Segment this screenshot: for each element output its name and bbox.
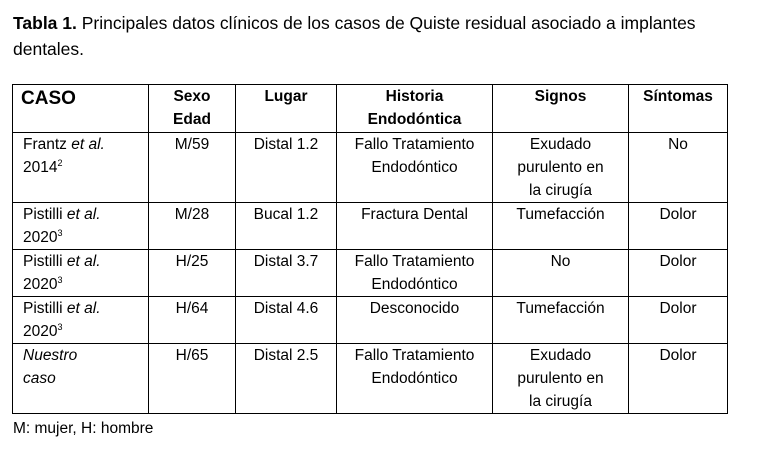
caso-author: Pistilli <box>23 300 67 317</box>
caso-cell <box>13 203 149 250</box>
sexo-edad-cell: H/65 <box>149 344 236 414</box>
caso-year: 2020 <box>23 229 58 246</box>
table-row <box>13 344 728 414</box>
sexo-edad-cell: M/59 <box>149 133 236 203</box>
header-row <box>13 85 728 133</box>
caso-line1: Nuestro <box>23 347 78 364</box>
caso-year: 2020 <box>23 323 58 340</box>
historia-cell: Fractura Dental <box>337 203 493 250</box>
signos-line1: Exudado <box>529 136 592 153</box>
historia-cell: Desconocido <box>337 297 493 344</box>
signos-line1: Exudado <box>529 347 592 364</box>
caso-etal: et al. <box>66 206 101 223</box>
caso-reference: 2 <box>57 158 63 168</box>
historia-line1: Fallo Tratamiento <box>354 253 475 270</box>
signos-cell <box>493 344 629 414</box>
caso-cell <box>13 344 149 414</box>
caso-reference: 3 <box>57 275 63 285</box>
table-row <box>13 203 728 250</box>
caso-reference: 3 <box>57 322 63 332</box>
header-sintomas: Síntomas <box>629 85 728 133</box>
sexo-edad-cell: H/25 <box>149 250 236 297</box>
signos-cell: No <box>493 250 629 297</box>
signos-cell: Tumefacción <box>493 203 629 250</box>
historia-cell <box>337 344 493 414</box>
header-lugar: Lugar <box>236 85 337 133</box>
header-historia-line2: Endodóntica <box>367 111 462 128</box>
caso-author: Frantz <box>23 136 72 153</box>
caso-line2: caso <box>23 370 56 387</box>
sintomas-cell: Dolor <box>629 203 728 250</box>
historia-cell <box>337 133 493 203</box>
caso-author: Pistilli <box>23 206 67 223</box>
historia-line2: Endodóntico <box>371 370 458 387</box>
lugar-cell: Distal 2.5 <box>236 344 337 414</box>
caso-etal: et al. <box>66 300 101 317</box>
lugar-cell: Distal 4.6 <box>236 297 337 344</box>
header-historia <box>337 85 493 133</box>
clinical-data-table <box>12 84 728 414</box>
historia-line2: Endodóntico <box>371 276 458 293</box>
caso-cell <box>13 297 149 344</box>
header-edad: Edad <box>173 111 211 128</box>
signos-line2: purulento en <box>517 159 604 176</box>
header-historia-line1: Historia <box>385 88 444 105</box>
header-sexo-edad <box>149 85 236 133</box>
table-caption <box>13 10 758 62</box>
signos-line3: la cirugía <box>529 393 592 410</box>
lugar-cell: Bucal 1.2 <box>236 203 337 250</box>
header-sexo: Sexo <box>173 88 211 105</box>
signos-line2: purulento en <box>517 370 604 387</box>
caso-etal: et al. <box>66 253 101 270</box>
historia-line2: Endodóntico <box>371 159 458 176</box>
caso-etal: et al. <box>71 136 105 153</box>
sintomas-cell: Dolor <box>629 297 728 344</box>
caso-cell <box>13 133 149 203</box>
sexo-edad-cell: M/28 <box>149 203 236 250</box>
table-row <box>13 250 728 297</box>
table-footnote: M: mujer, H: hombre <box>13 420 154 437</box>
historia-line1: Fallo Tratamiento <box>354 347 475 364</box>
historia-cell <box>337 250 493 297</box>
caso-author: Pistilli <box>23 253 67 270</box>
caso-year: 2014 <box>23 159 58 176</box>
caption-label: Tabla 1. <box>13 13 77 33</box>
table-row <box>13 297 728 344</box>
caso-cell <box>13 250 149 297</box>
table-row <box>13 133 728 203</box>
signos-line3: la cirugía <box>529 182 592 199</box>
caso-reference: 3 <box>57 228 63 238</box>
lugar-cell: Distal 1.2 <box>236 133 337 203</box>
caption-text: Principales datos clínicos de los casos de Quiste residual asociado a implantes dentales. <box>13 13 696 59</box>
caso-year: 2020 <box>23 276 58 293</box>
signos-cell <box>493 133 629 203</box>
historia-line1: Fallo Tratamiento <box>354 136 475 153</box>
sintomas-cell: Dolor <box>629 344 728 414</box>
header-signos: Signos <box>493 85 629 133</box>
lugar-cell: Distal 3.7 <box>236 250 337 297</box>
signos-cell: Tumefacción <box>493 297 629 344</box>
header-caso: CASO <box>13 85 149 133</box>
sintomas-cell: No <box>629 133 728 203</box>
sintomas-cell: Dolor <box>629 250 728 297</box>
sexo-edad-cell: H/64 <box>149 297 236 344</box>
